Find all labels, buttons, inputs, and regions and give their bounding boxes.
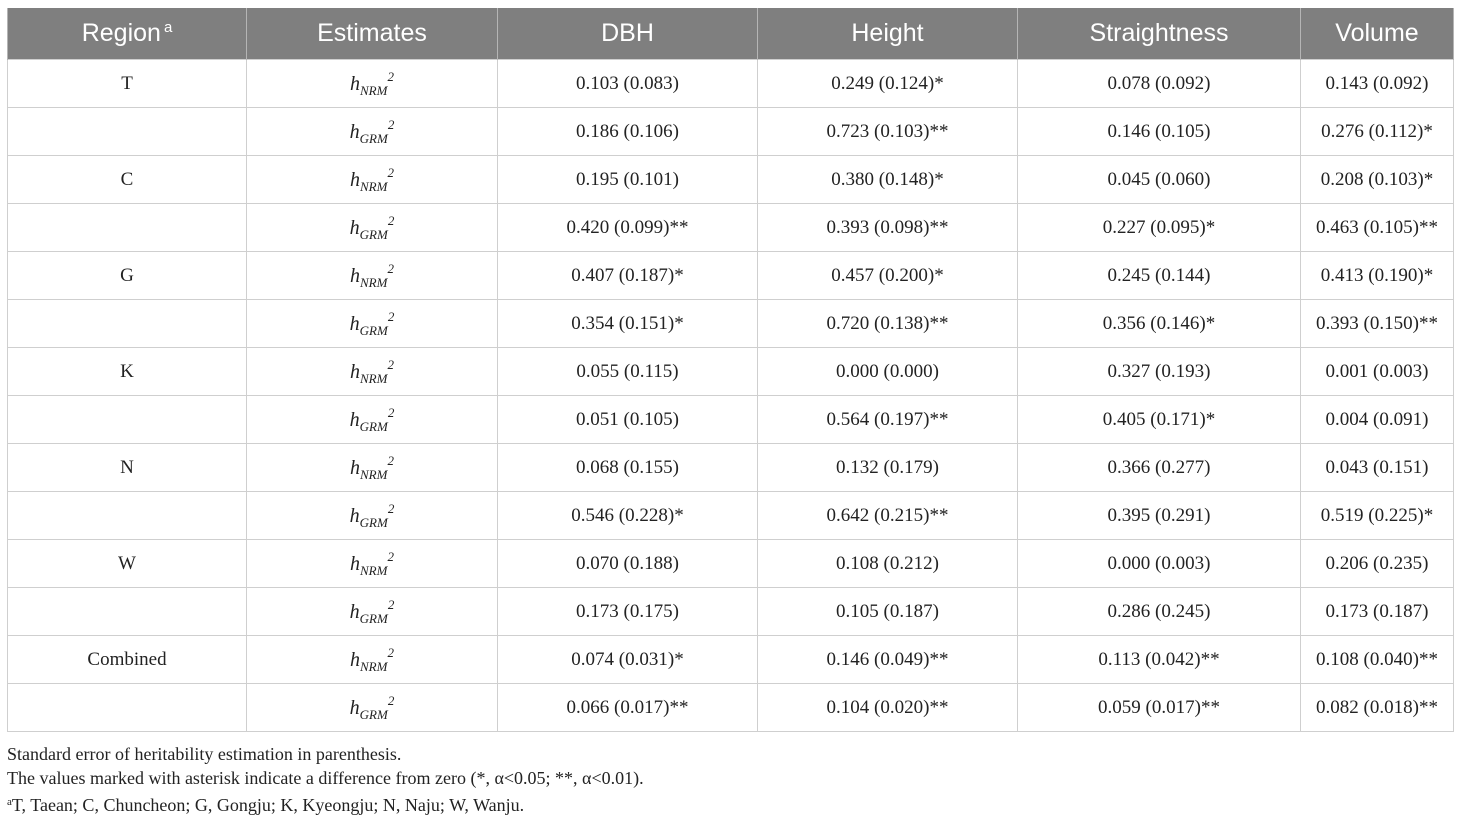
table-row	[8, 108, 1454, 156]
straightness-cell: 0.000 (0.003)	[1018, 540, 1301, 588]
dbh-cell: 0.068 (0.155)	[498, 444, 758, 492]
estimate-power: 2	[387, 116, 395, 132]
estimate-symbol: h	[349, 696, 360, 719]
volume-cell: 0.276 (0.112)*	[1301, 108, 1454, 156]
dbh-cell: 0.070 (0.188)	[498, 540, 758, 588]
dbh-cell: 0.354 (0.151)*	[498, 300, 758, 348]
straightness-cell: 0.366 (0.277)	[1018, 444, 1301, 492]
estimate-power: 2	[387, 164, 394, 180]
estimate-power: 2	[387, 68, 394, 84]
estimate-subscript: GRM	[359, 610, 388, 626]
table-row	[8, 636, 1454, 684]
dbh-cell: 0.195 (0.101)	[498, 156, 758, 204]
height-cell: 0.104 (0.020)**	[758, 684, 1018, 732]
height-cell: 0.457 (0.200)*	[758, 252, 1018, 300]
table-row	[8, 396, 1454, 444]
estimate-symbol: h	[349, 600, 360, 623]
table-row	[8, 204, 1454, 252]
volume-cell: 0.208 (0.103)*	[1301, 156, 1454, 204]
dbh-cell: 0.546 (0.228)*	[498, 492, 758, 540]
estimate-subscript: NRM	[360, 178, 388, 194]
dbh-cell: 0.051 (0.105)	[498, 396, 758, 444]
volume-cell: 0.143 (0.092)	[1301, 60, 1454, 108]
volume-cell: 0.043 (0.151)	[1301, 444, 1454, 492]
estimate-cell	[247, 156, 498, 204]
region-cell	[8, 396, 247, 444]
estimate-symbol: h	[350, 648, 361, 671]
estimate-power: 2	[387, 500, 395, 516]
estimate-symbol: h	[349, 216, 360, 239]
height-cell: 0.564 (0.197)**	[758, 396, 1018, 444]
straightness-cell: 0.227 (0.095)*	[1018, 204, 1301, 252]
estimate-power: 2	[387, 596, 395, 612]
straightness-cell: 0.405 (0.171)*	[1018, 396, 1301, 444]
height-cell: 0.105 (0.187)	[758, 588, 1018, 636]
estimate-power: 2	[387, 308, 395, 324]
estimate-symbol: h	[349, 120, 360, 143]
dbh-cell: 0.407 (0.187)*	[498, 252, 758, 300]
estimate-symbol: h	[349, 504, 360, 527]
volume-cell: 0.463 (0.105)**	[1301, 204, 1454, 252]
estimate-subscript: GRM	[359, 418, 388, 434]
straightness-cell: 0.245 (0.144)	[1018, 252, 1301, 300]
height-cell: 0.723 (0.103)**	[758, 108, 1018, 156]
volume-cell: 0.082 (0.018)**	[1301, 684, 1454, 732]
estimate-cell	[247, 444, 498, 492]
table-body	[8, 60, 1454, 732]
volume-cell: 0.519 (0.225)*	[1301, 492, 1454, 540]
estimate-power: 2	[387, 692, 395, 708]
estimate-cell	[247, 348, 498, 396]
volume-cell: 0.004 (0.091)	[1301, 396, 1454, 444]
dbh-cell: 0.066 (0.017)**	[498, 684, 758, 732]
estimate-subscript: GRM	[359, 226, 388, 242]
volume-cell: 0.413 (0.190)*	[1301, 252, 1454, 300]
table-row	[8, 540, 1454, 588]
estimate-power: 2	[387, 452, 394, 468]
straightness-cell: 0.146 (0.105)	[1018, 108, 1301, 156]
straightness-cell: 0.078 (0.092)	[1018, 60, 1301, 108]
height-cell: 0.000 (0.000)	[758, 348, 1018, 396]
footnote-region-abbreviations	[7, 790, 644, 817]
estimate-cell	[247, 588, 498, 636]
estimate-symbol: h	[349, 312, 360, 335]
straightness-cell: 0.113 (0.042)**	[1018, 636, 1301, 684]
header-row	[8, 8, 1454, 60]
table-header	[8, 8, 1454, 60]
estimate-cell	[247, 60, 498, 108]
dbh-cell: 0.173 (0.175)	[498, 588, 758, 636]
table-row	[8, 588, 1454, 636]
estimate-cell	[247, 396, 498, 444]
table-footnotes	[7, 742, 644, 817]
header-region	[8, 8, 247, 60]
region-cell: K	[8, 348, 247, 396]
estimate-power: 2	[387, 260, 394, 276]
estimate-symbol: h	[350, 264, 361, 287]
estimate-symbol: h	[350, 360, 361, 383]
estimate-power: 2	[387, 548, 394, 564]
estimate-power: 2	[387, 212, 395, 228]
region-cell: Combined	[8, 636, 247, 684]
region-cell	[8, 492, 247, 540]
region-cell: T	[8, 60, 247, 108]
estimate-subscript: GRM	[359, 130, 388, 146]
region-cell	[8, 684, 247, 732]
height-cell: 0.393 (0.098)**	[758, 204, 1018, 252]
dbh-cell: 0.103 (0.083)	[498, 60, 758, 108]
height-cell: 0.249 (0.124)*	[758, 60, 1018, 108]
estimate-cell	[247, 108, 498, 156]
table-row	[8, 348, 1454, 396]
estimate-subscript: GRM	[359, 706, 388, 722]
footnote-standard-error: Standard error of heritability estimation in parenthesis.	[7, 744, 402, 764]
estimate-power: 2	[387, 356, 394, 372]
table-row	[8, 684, 1454, 732]
table-row	[8, 252, 1454, 300]
height-cell: 0.642 (0.215)**	[758, 492, 1018, 540]
estimate-subscript: NRM	[360, 658, 388, 674]
dbh-cell: 0.055 (0.115)	[498, 348, 758, 396]
volume-cell: 0.173 (0.187)	[1301, 588, 1454, 636]
volume-cell: 0.393 (0.150)**	[1301, 300, 1454, 348]
region-cell: N	[8, 444, 247, 492]
straightness-cell: 0.045 (0.060)	[1018, 156, 1301, 204]
estimate-subscript: NRM	[360, 370, 388, 386]
region-cell: G	[8, 252, 247, 300]
estimate-symbol: h	[350, 552, 361, 575]
estimate-symbol: h	[349, 408, 360, 431]
straightness-cell: 0.356 (0.146)*	[1018, 300, 1301, 348]
height-cell: 0.146 (0.049)**	[758, 636, 1018, 684]
region-cell: W	[8, 540, 247, 588]
header-height: Height	[758, 8, 1018, 60]
straightness-cell: 0.286 (0.245)	[1018, 588, 1301, 636]
estimate-cell	[247, 636, 498, 684]
estimate-symbol: h	[350, 456, 361, 479]
table-row	[8, 492, 1454, 540]
header-dbh: DBH	[498, 8, 758, 60]
volume-cell: 0.206 (0.235)	[1301, 540, 1454, 588]
heritability-table-container	[7, 8, 1453, 732]
estimate-subscript: GRM	[359, 514, 388, 530]
height-cell: 0.108 (0.212)	[758, 540, 1018, 588]
table-row	[8, 156, 1454, 204]
region-cell	[8, 300, 247, 348]
height-cell: 0.132 (0.179)	[758, 444, 1018, 492]
table-row	[8, 300, 1454, 348]
straightness-cell: 0.395 (0.291)	[1018, 492, 1301, 540]
footnote-asterisk: The values marked with asterisk indicate a difference from zero (*, α<0.05; **, α<0.01).	[7, 768, 644, 788]
estimate-power: 2	[387, 644, 394, 660]
estimate-subscript: NRM	[360, 466, 388, 482]
estimate-cell	[247, 252, 498, 300]
straightness-cell: 0.059 (0.017)**	[1018, 684, 1301, 732]
header-estimates: Estimates	[247, 8, 498, 60]
estimate-subscript: NRM	[360, 82, 388, 98]
estimate-cell	[247, 684, 498, 732]
height-cell: 0.380 (0.148)*	[758, 156, 1018, 204]
dbh-cell: 0.420 (0.099)**	[498, 204, 758, 252]
dbh-cell: 0.186 (0.106)	[498, 108, 758, 156]
straightness-cell: 0.327 (0.193)	[1018, 348, 1301, 396]
height-cell: 0.720 (0.138)**	[758, 300, 1018, 348]
volume-cell: 0.108 (0.040)**	[1301, 636, 1454, 684]
dbh-cell: 0.074 (0.031)*	[498, 636, 758, 684]
estimate-power: 2	[387, 404, 395, 420]
estimate-cell	[247, 540, 498, 588]
table-row	[8, 60, 1454, 108]
estimate-subscript: NRM	[360, 274, 388, 290]
estimate-symbol: h	[350, 168, 361, 191]
header-straightness: Straightness	[1018, 8, 1301, 60]
header-volume: Volume	[1301, 8, 1454, 60]
estimate-cell	[247, 300, 498, 348]
header-region-footnote: a	[163, 19, 173, 36]
estimate-symbol: h	[350, 72, 361, 95]
footnote-marker: a	[7, 796, 12, 808]
volume-cell: 0.001 (0.003)	[1301, 348, 1454, 396]
header-region-label: Region	[81, 19, 161, 47]
estimate-cell	[247, 492, 498, 540]
footnote-region-text: T, Taean; C, Chuncheon; G, Gongju; K, Kyeongju; N, Naju; W, Wanju.	[11, 795, 525, 815]
region-cell	[8, 588, 247, 636]
estimate-cell	[247, 204, 498, 252]
estimate-subscript: NRM	[360, 562, 388, 578]
region-cell	[8, 204, 247, 252]
table-row	[8, 444, 1454, 492]
heritability-table	[7, 8, 1454, 732]
region-cell: C	[8, 156, 247, 204]
region-cell	[8, 108, 247, 156]
estimate-subscript: GRM	[359, 322, 388, 338]
